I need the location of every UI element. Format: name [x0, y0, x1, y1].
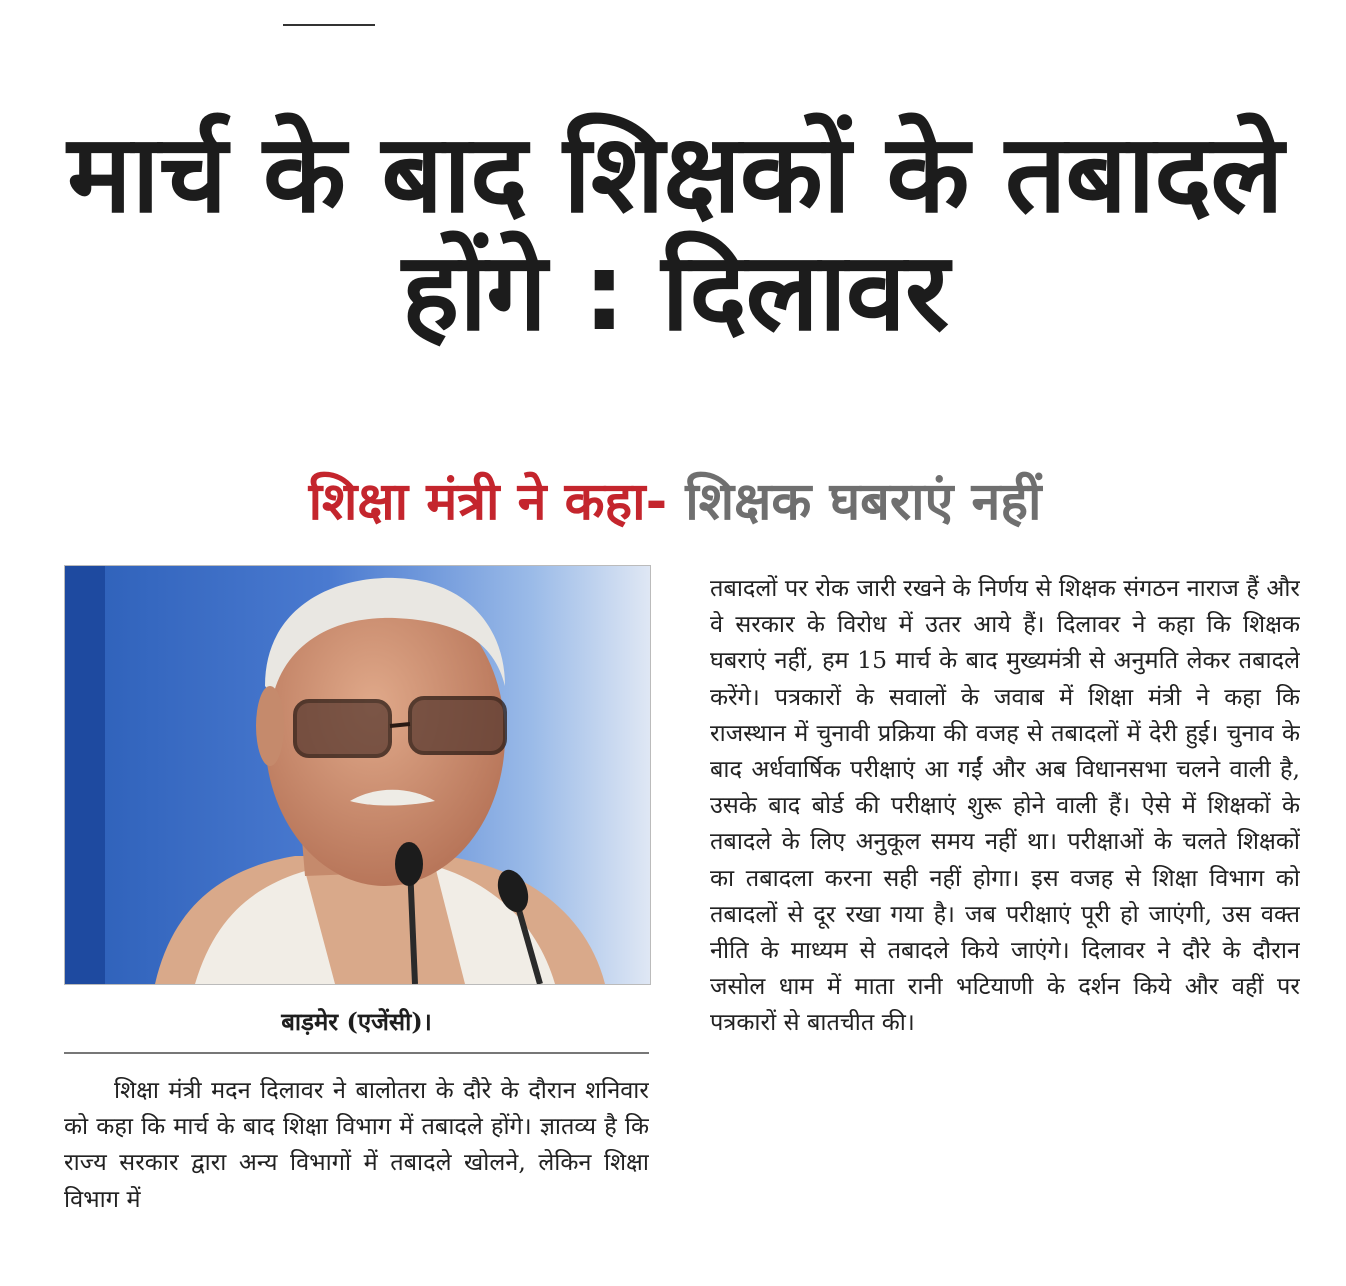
article-body-left: शिक्षा मंत्री मदन दिलावर ने बालोतरा के दौरे के दौरान शनिवार को कहा कि मार्च के बाद शिक्षा विभाग में तबादले होंगे। ज्ञातव्य है कि राज्य सरकार द्वारा अन्य विभागों में तबादले खोलने, लेकिन शिक्षा विभाग में [64, 1076, 649, 1213]
speaker-portrait-photo [64, 565, 651, 985]
article-body-right: तबादलों पर रोक जारी रखने के निर्णय से शिक्षक संगठन नाराज हैं और वे सरकार के विरोध में उतर आये हैं। दिलावर ने कहा कि शिक्षक घबराएं नहीं, हम 15 मार्च के बाद मुख्यमंत्री से अनुमति लेकर तबादले करेंगे। पत्रकारों के सवालों के जवाब में शिक्षा मंत्री ने कहा कि राजस्थान में चुनावी प्रक्रिया की वजह से तबादलों में देरी हुई। चुनाव के बाद अर्धवार्षिक परीक्षाएं आ गईं और अब विधानसभा चलने वाली है, उसके बाद बोर्ड की परीक्षाएं शुरू होने वाली हैं। ऐसे में शिक्षकों के तबादले के लिए अनुकूल समय नहीं था। परीक्षाओं के चलते शिक्षकों का तबादला करना सही नहीं होगा। इस वजह से शिक्षा विभाग को तबादलों से दूर रखा गया है। जब परीक्षाएं पूरी हो जाएंगी, उस वक्त नीति के माध्यम से तबादले किये जाएंगे। दिलावर ने दौरे के दौरान जसोल धाम में माता रानी भटियाणी के दर्शन किये और वहीं पर पत्रकारों से बातचीत की। [710, 574, 1300, 1037]
photo-caption: बाड़मेर (एजेंसी)। [281, 1007, 432, 1036]
caption-divider [64, 1052, 649, 1054]
subhead [40, 470, 1310, 534]
subhead-quote: शिक्षक घबराएं नहीं [685, 472, 1042, 532]
top-rule [283, 24, 375, 26]
headline: मार्च के बाद शिक्षकों के तबादले होंगे : दिलावर [67, 112, 1283, 355]
subhead-lead: शिक्षा मंत्री ने कहा- [308, 472, 668, 532]
